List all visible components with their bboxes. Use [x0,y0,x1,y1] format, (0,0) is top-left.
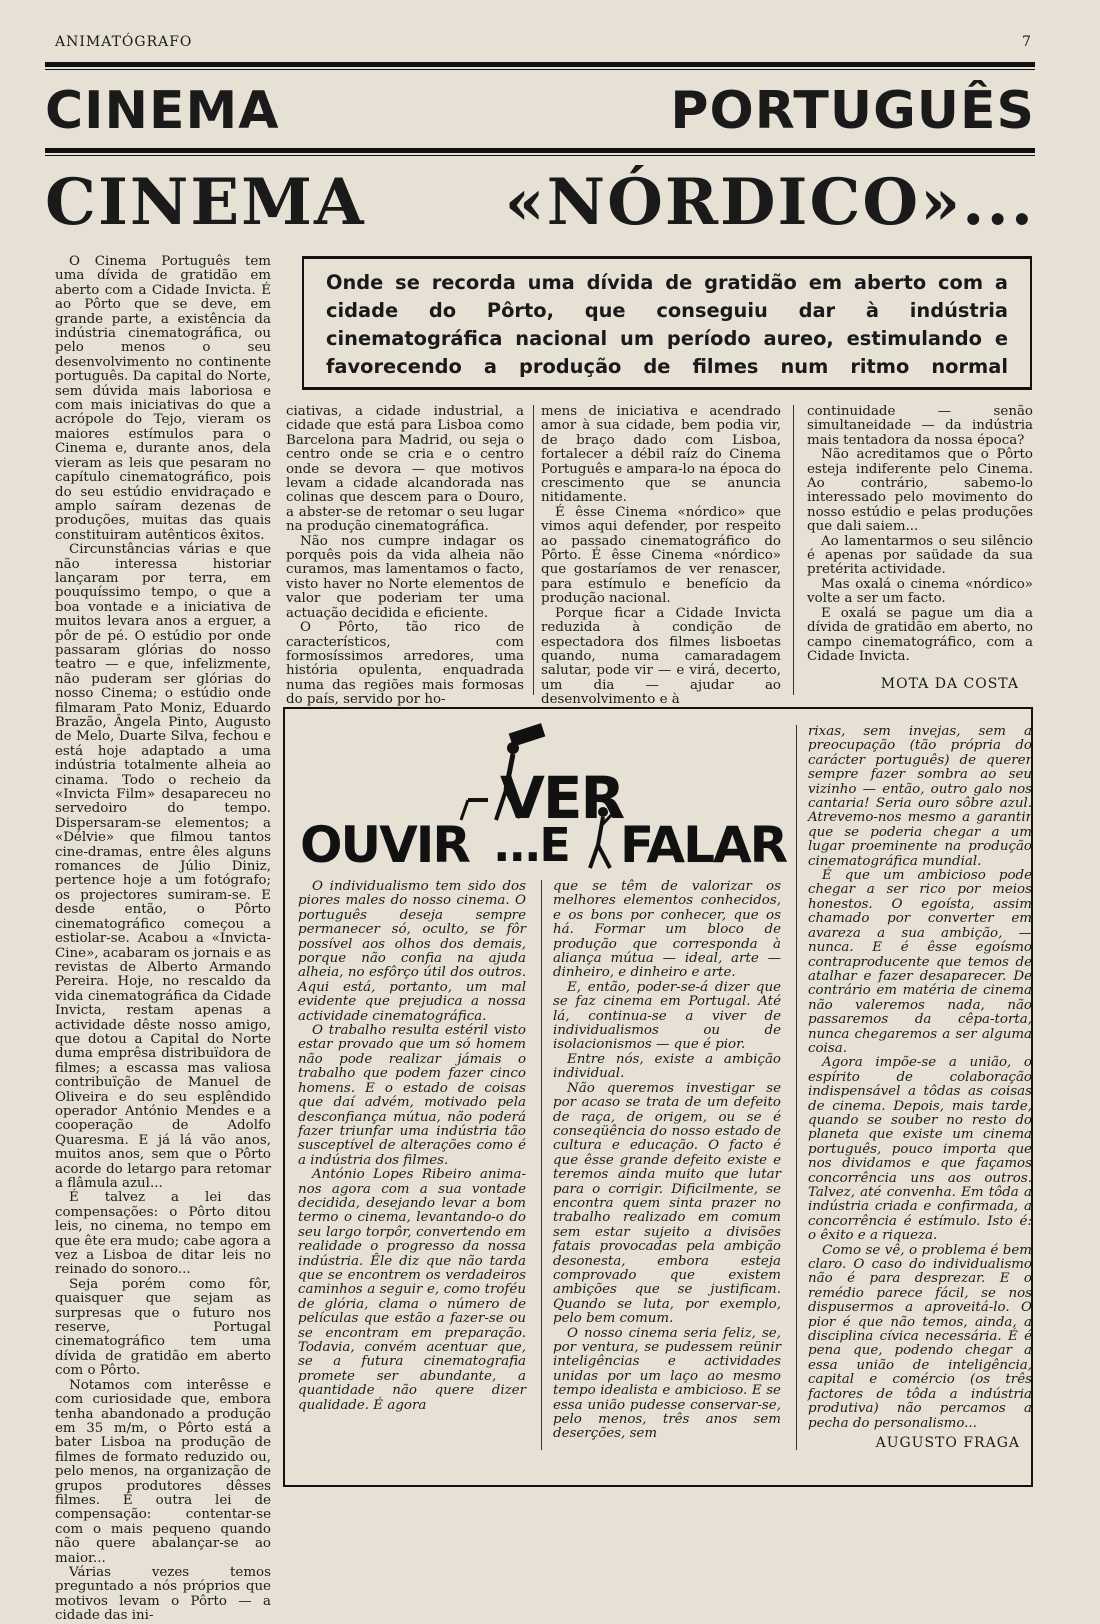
column-divider [541,880,542,1450]
top-rule-thin [45,69,1035,70]
paragraph: Mas oxalá o cinema «nórdico» volte a ser um facto. [807,576,1033,607]
section-kicker: CINEMA PORTUGUÊS [45,81,1035,141]
paragraph: Porque ficar a Cidade Invicta reduzida à condição de espectadora dos filmes lisboetas quando, numa camaradagem salutar, pode vir — e virá, decerto, um dia — ajudar ao desenvolvimento e à [541,605,781,708]
kicker-rule-thin [45,155,1035,156]
ver-ouvir-falar-logo [298,720,798,885]
publication-name: ANIMATÓGRAFO [55,34,193,50]
paragraph: E, então, poder-se-á dizer que se faz cinema em Portugal. Até lá, continua-se a viver de individualismos ou de isolacionismos — que é pior. [553,979,781,1053]
paragraph: Seja porém como fôr, quaisquer que sejam as surpresas que o futuro nos reserve, Portugal cinematográfico tem uma dívida de gratidão em aberto com o Pôrto. [55,1276,271,1379]
paragraph: Não acreditamos que o Pôrto esteja indiferente pelo Cinema. Ao contrário, sabemo-lo interessado pelo movimento do nosso estúdio e pelas produções que dali saiem... [807,447,1033,535]
page-number: 7 [1022,34,1032,50]
paragraph: O individualismo tem sido dos piores males do nosso cinema. O português deseja sempre permanecer só, oculto, se fôr possível aos olhos dos demais, porque não confia na ajuda alheia, no esfôrço útil dos outros. Aqui está, portanto, um mal evidente que prejudica a nossa actividade cinematográfica. [298,879,526,1024]
article2-column-1 [298,880,526,1452]
kicker-rule [45,148,1035,153]
paragraph: Como se vê, o problema é bem claro. O caso do individualismo não é para desprezar. E o remédio parece fácil, se nos dispusermos a aproveitá-lo. O pior é que não temos, ainda, a disciplina cívica necessária. É é pena que, podendo chegar a essa união de inteligência, capital e comércio (os três factores de tôda a indústria produtiva) não percamos a pecha do personalismo... [808,1242,1032,1431]
paragraph: É que um ambicioso pode chegar a ser rico por meios honestos. O egoísta, assim chamado por converter em avareza a sua ambição, — nunca. E é êsse egoísmo contraproducente que temos de atalhar e fazer desaparecer. De contrário em matéria de cinema não valeremos nada, não passaremos da cêpa-torta, nunca chegaremos a ser alguma coisa. [808,868,1032,1056]
paragraph: rixas, sem invejas, sem a preocupação (tão própria do carácter português) de querer sempre fazer sombra ao seu vizinho — então, outro galo nos cantaria! Seria ouro sôbre azul. Atrevemo-nos mesmo a garantir que se poderia chegar a um lugar proeminente na produção cinematográfica mundial. [808,724,1032,869]
paragraph: Agora impõe-se a união, o espírito de colaboração indispensável a tôdas as coisas de cinema. Depois, mais tarde, quando se souber no resto do planeta que existe um cinema português, pouco importa que nos dividamos e que façamos concorrência uns aos outros. Talvez, até convenha. Em tôda a indústria criada e confirmada, a concorrência é estímulo. Isto é: o êxito e a riqueza. [808,1055,1032,1244]
article1-deck: Onde se recorda uma dívida de gratidão em aberto com a cidade do Pôrto, que conseguiu dar à indústria cinematográfica nacional um período aureo, estimulando e favorecendo a produção de filmes num ritmo normal [326,271,1008,378]
paragraph: Não queremos investigar se por acaso se trata de um defeito de raça, de origem, ou se é conseqüência do nosso estado de cultura e educação. O facto é que êsse grande defeito existe e teremos ainda muito que lutar para o corrigir. Dificilmente, se encontra quem sinta prazer no trabalho realizado em comum sem estar sujeito a divisões fatais provocadas pela ambição desonesta, embora esteja comprovado que existem ambições que se justificam. Quando se luta, por exemplo, pelo bem comum. [553,1080,781,1327]
logo-word-falar: FALAR [620,816,787,874]
article1-deck-box [302,256,1032,390]
article2-author: AUGUSTO FRAGA [875,1435,1020,1451]
paragraph: É talvez a lei das compensações: o Pôrto ditou leis, no cinema, no tempo em que ête era mudo; cabe agora a vez a Lisboa de ditar leis no reinado do sonoro... [55,1190,271,1278]
article1-column-4 [807,405,1033,667]
paragraph: ciativas, a cidade industrial, a cidade que está para Lisboa como Barcelona para Madrid, ou seja o centro onde se cria e o centro onde se devora — que motivos levam a cidade alcandorada nas colinas que descem para o Douro, a abster-se de retomar o seu lugar na produção cinematográfica. [286,404,524,535]
paragraph: E oxalá se pague um dia a dívida de gratidão em aberto, no campo cinematográfico, com a Cidade Invicta. [807,605,1033,664]
paragraph: Não nos cumpre indagar os porquês pois da vida alheia não curamos, mas lamentamos o facto, visto haver no Norte elementos de valor que poderiam ter uma actuação decidida e eficiente. [286,533,524,621]
logo-word-ouvir: OUVIR [300,816,469,874]
article1-author: MOTA DA COSTA [880,676,1019,692]
paragraph: António Lopes Ribeiro anima-nos agora com a sua vontade decidida, desejando levar a bom termo o cinema, levantando-o do seu largo torpôr, convertendo em realidade o progresso da nossa indústria. Êle diz que não tarda que se encontrem os verdadeiros caminhos a seguir e, como troféu de glória, clama o número de películas que estão a fazer-se ou se encontram em preparação. Todavia, convém acentuar que, se a futura cinematografia promete ser abundante, a quantidade não quere dizer qualidade. É agora [298,1167,526,1413]
paragraph: Circunstâncias várias e que não interessa historiar lançaram por terra, em pouquíssimo tempo, o que a boa vontade e a iniciativa de muitos levara anos a erguer, a pôr de pé. O estúdio por onde passaram glórias do nosso teatro — e que, infelizmente, não puderam ser glórias do nosso Cinema; o estúdio onde filmaram Pato Moniz, Eduardo Brazão, Ângela Pinto, Augusto de Melo, Duarte Silva, fechou e está hoje adaptado a uma indústria totalmente alheia ao cinama. Todo o recheio da «Invicta Film» desapareceu no servedoiro do tempo. Dispersaram-se elementos; a «Délvie» que filmou tantos cine-dramas, entre êles alguns romances de Júlio Diniz, pertence hoje a um fotógrafo; os projectores sumiram-se. E desde então, o Pôrto cinematográfico começou a estiolar-se. Acabou a «Invicta-Cine», acabaram os jornais e as revistas de Alberto Armando Pereira. Hoje, no rescaldo da vida cinematográfica da Cidade Invicta, restam apenas a actividade dêste nosso amigo, que dotou a Capital do Norte duma emprêsa distribuïdora de filmes; a escassa mas valiosa contribuïção de Manuel de Oliveira e do seu esplêndido operador António Mendes e a cooperação de Adolfo Quaresma. E já lá vão anos, muitos anos, sem que o Pôrto acorde do letargo para retomar a flâmula azul... [55,542,272,1191]
paragraph: O nosso cinema seria feliz, se, por ventura, se pudessem reünir inteligências e actividades unidas por um laço ao mesmo tempo idealista e ambicioso. E se essa união pudesse conservar-se, pelo menos, três anos sem deserções, sem [553,1325,781,1442]
column-divider [533,405,534,695]
paragraph: Entre nós, existe a ambição individual. [553,1051,781,1082]
article1-column-2 [286,404,524,708]
column-divider [796,725,797,1450]
paragraph: Ao lamentarmos o seu silêncio é apenas por saüdade da sua pretérita actividade. [807,533,1033,578]
logo-word-ver: VER [500,764,624,832]
paragraph: que se têm de valorizar os melhores elementos conhecidos, e os bons por conhecer, que os há. Formar um bloco de produção que corresponda à aliança mútua — ideal, arte — dinheiro, e dinheiro e arte. [553,879,781,981]
paragraph: É êsse Cinema «nórdico» que vimos aqui defender, por respeito ao passado cinematográfico do Pôrto. É êsse Cinema «nórdico» que gostaríamos de ver renascer, para estímulo e benefício da produção nacional. [541,504,781,607]
paragraph: O Cinema Português tem uma dívida de gratidão em aberto com a Cidade Invicta. É ao Pôrto que se deve, em grande parte, a existência da indústria cinematográfica, ou pelo menos o seu desenvolvimento no continente português. Da capital do Norte, sem dúvida mais laboriosa e com mais iniciativas do que a acrópole do Tejo, vieram os maiores estímulos para o Cinema e, durante anos, dela vieram as leis que pesaram no capítulo cinematográfico, pois do seu estúdio envidraçado e amplo saíram dezenas de produções, muitas das quais constituiram autênticos êxitos. [55,254,271,543]
paragraph: Várias vezes temos preguntado a nós próprios que motivos levam o Pôrto — a cidade das ini- [55,1564,271,1624]
paragraph: Notamos com interêsse e com curiosidade que, embora tenha abandonado a produção em 35 m/m, o Pôrto está a bater Lisboa na produção de filmes de formato reduzido ou, pelo menos, na organização de grupos produtores dêsses filmes. É outra lei de compensação: contentar-se com o mais pequeno quando não quere abalançar-se ao maior... [55,1377,271,1566]
article1-column-1 [55,254,272,1624]
article1-column-3 [541,404,781,708]
main-headline: CINEMA «NÓRDICO»... [45,165,1035,240]
article2-column-2 [553,880,781,1452]
top-rule [45,62,1035,67]
paragraph: O trabalho resulta estéril visto estar provado que um só homem não pode realizar jámais o trabalho que podem fazer cinco homens. E o estado de coisas que daí advém, motivado pela desconfiança mútua, não poderá fazer triunfar uma indústria tão susceptível de alterações como é a indústria dos filmes. [298,1023,526,1168]
column-divider [793,405,794,695]
logo-word-e: ...E [493,818,569,872]
paragraph: O Pôrto, tão rico de característicos, com formosíssimos arredores, uma história opulenta, enquadrada numa das regiões mais formosas do país, servido por ho- [286,620,524,708]
article2-column-3 [808,724,1032,1431]
paragraph: continuidade — senão simultaneidade — da indústria mais tentadora da nossa época? [807,404,1033,448]
paragraph: mens de iniciativa e acendrado amor à sua cidade, bem podia vir, de braço dado com Lisboa, fortalecer a débil raíz do Cinema Português e ampara-lo na época do crescimento que se anuncia nitidamente. [541,404,781,506]
